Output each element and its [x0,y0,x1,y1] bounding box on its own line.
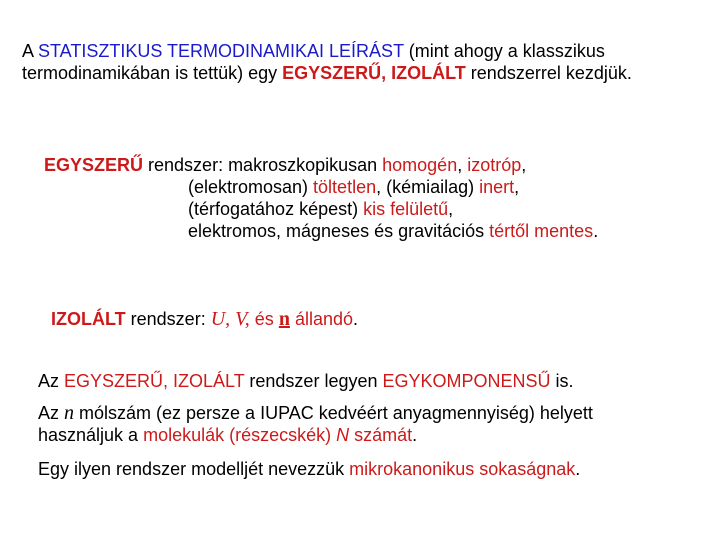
intro-text: (mint ahogy a klasszikus [403,41,605,61]
sentence-text: Az [38,403,65,423]
mole-number-symbol: n [64,402,75,424]
number-highlight: számát [349,425,413,445]
intro-highlight-simple-isolated: EGYSZERŰ, IZOLÁLT [282,63,466,83]
isolated-system-definition [51,308,358,330]
sentence-text: is. [550,371,574,391]
molecules-highlight: molekulák (részecskék) [143,425,337,445]
conjunction: és [249,309,279,329]
state-variables: U, V, [210,308,250,330]
one-component-sentence [38,370,574,392]
definition-text: rendszer: makroszkopikusan [143,155,383,175]
sentence-text: mólszám (ez persze a IUPAC kedvéért anyagmennyiség) helyett [74,403,593,423]
intro-highlight-statistical: STATISZTIKUS TERMODINAMIKAI LEÍRÁST [38,41,404,61]
definition-text: , (kémiailag) [376,177,480,197]
sentence-text: . [412,425,418,445]
definition-line-2 [44,176,598,198]
definition-text: (elektromosan) [188,177,314,197]
simple-term: EGYSZERŰ [44,155,144,175]
intro-text: A [22,41,39,61]
property-homogeneous: homogén [382,155,458,175]
definition-text: . [353,309,359,329]
definition-text: . [593,221,599,241]
definition-text: , [521,155,527,175]
particle-number-symbol: N [336,425,350,445]
simple-system-definition [44,154,598,242]
property-isotropic: izotróp [467,155,522,175]
sentence-text: használjuk a [38,425,144,445]
definition-text: (térfogatához képest) [188,199,364,219]
definition-line-3 [44,198,598,220]
sentence-text: Az [38,371,65,391]
property-small-surface: kis felületű [363,199,449,219]
property-field-free: tértől mentes [489,221,594,241]
definition-line-4 [44,220,598,242]
property-uncharged: töltetlen [313,177,377,197]
definition-text: , [514,177,520,197]
microcanonical-sentence [38,458,580,480]
one-component-highlight: EGYKOMPONENSŰ [382,371,551,391]
definition-text: rendszer: [125,309,211,329]
definition-text: , [448,199,454,219]
definition-text: , [457,155,468,175]
intro-paragraph [22,40,632,84]
isolated-term: IZOLÁLT [51,309,126,329]
sentence-text: . [575,459,581,479]
sentence-text: rendszer legyen [244,371,383,391]
microcanonical-ensemble-highlight: mikrokanonikus sokaságnak [349,459,576,479]
sentence-text: Egy ilyen rendszer modelljét nevezzük [38,459,350,479]
simple-isolated-highlight: EGYSZERŰ, IZOLÁLT [64,371,245,391]
property-inert: inert [479,177,515,197]
mole-number-variable: n [278,308,290,330]
particle-number-sentence [38,402,593,446]
intro-text: termodinamikában is tettük) egy [22,63,283,83]
definition-text: elektromos, mágneses és gravitációs [188,221,490,241]
constant-label: állandó [294,309,354,329]
intro-text: rendszerrel kezdjük. [465,63,632,83]
